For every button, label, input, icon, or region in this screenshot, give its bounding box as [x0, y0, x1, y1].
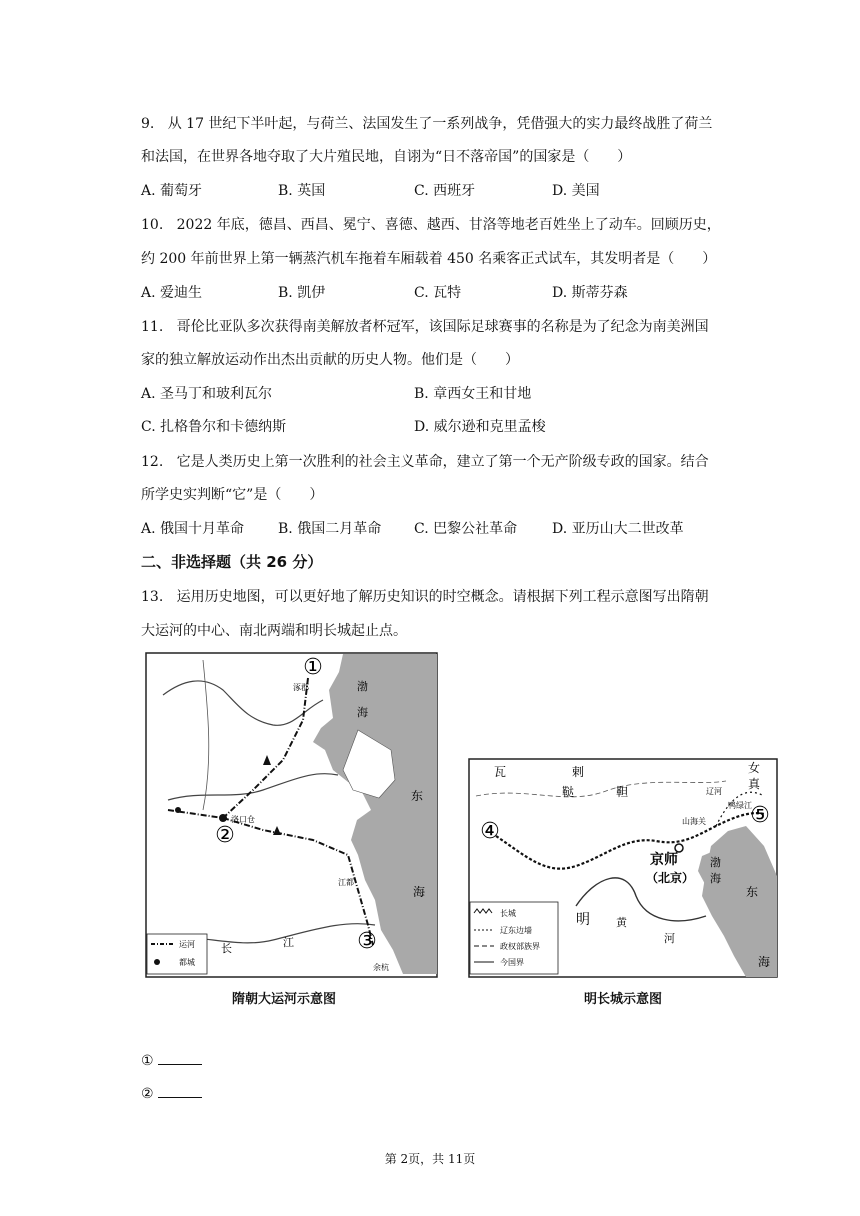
q13-text-2: 大运河的中心、南北两端和明长城起止点。 [141, 623, 407, 639]
q11-number: 11. [141, 319, 164, 335]
label-hai-3: 海 [710, 872, 721, 885]
label-dan: 靼 [616, 785, 629, 799]
label-da: 鞑 [562, 785, 575, 799]
label-hai-2: 海 [413, 885, 426, 899]
label-la: 剌 [572, 765, 585, 779]
q12-text-2: 所学史实判断“它”是（ ） [141, 487, 324, 503]
label-dong: 东 [411, 789, 424, 803]
q12-option-b[interactable]: B. 俄国二月革命 [278, 521, 382, 537]
label-bo: 渤 [357, 680, 368, 693]
q11-option-a[interactable]: A. 圣马丁和玻利瓦尔 [141, 386, 273, 402]
legend-modern-border: 今国界 [500, 958, 524, 967]
ming-great-wall-map [466, 756, 780, 980]
answer-1-marker: ① [141, 1053, 154, 1069]
q9-option-a[interactable]: A. 葡萄牙 [141, 183, 203, 199]
q10-text-2: 约 200 年前世界上第一辆蒸汽机车拖着车厢载着 450 名乘客正式试车，其发明者是（ ） [141, 251, 717, 267]
label-he: 河 [664, 932, 675, 945]
q11-text-2: 家的独立解放运动作出杰出贡献的历史人物。他们是（ ） [141, 352, 519, 368]
label-yuhang: 余杭 [373, 963, 389, 972]
q9-text-1: 从 17 世纪下半叶起，与荷兰、法国发生了一系列战争，凭借强大的实力最终战胜了荷兰 [167, 116, 713, 132]
q10-option-c[interactable]: C. 瓦特 [414, 285, 462, 301]
sui-grand-canal-map [143, 650, 440, 980]
q11-text-1: 哥伦比亚队多次获得南美解放者杯冠军，该国际足球赛事的名称是为了纪念为南美洲国 [176, 319, 709, 335]
q11-line-1 [141, 316, 709, 336]
label-jiangdu: 江都 [338, 878, 354, 887]
q12-option-c[interactable]: C. 巴黎公社革命 [414, 521, 518, 537]
q11-option-c[interactable]: C. 扎格鲁尔和卡德纳斯 [141, 419, 287, 435]
q9-number: 9. [141, 116, 155, 132]
q10-option-d[interactable]: D. 斯蒂芬森 [552, 285, 628, 301]
label-liaohe: 辽河 [706, 787, 722, 796]
q12-text-1: 它是人类历史上第一次胜利的社会主义革命，建立了第一个无产阶级专政的国家。结合 [176, 454, 709, 470]
answer-1 [141, 1050, 202, 1069]
q9-option-c[interactable]: C. 西班牙 [414, 183, 476, 199]
q12-option-a[interactable]: A. 俄国十月革命 [141, 521, 245, 537]
legend-capital: 都城 [179, 958, 195, 967]
label-hai-4: 海 [758, 955, 771, 969]
q13-number: 13. [141, 589, 164, 605]
q9-option-d[interactable]: D. 美国 [552, 183, 600, 199]
marker-4: ④ [480, 819, 500, 844]
q10-number: 10. [141, 217, 164, 233]
marker-3: ③ [357, 929, 377, 954]
section-heading: 二、非选择题（共 26 分） [141, 553, 323, 571]
label-huang: 黄 [616, 916, 627, 929]
marker-2: ② [215, 823, 235, 848]
label-nv: 女 [748, 761, 761, 775]
q10-line-1 [141, 214, 721, 234]
legend-liaodong-wall: 辽东边墙 [500, 926, 532, 935]
label-yalujiang: 鸭绿江 [728, 801, 752, 810]
label-bo-2: 渤 [710, 856, 721, 869]
legend-regime-border: 政权部族界 [500, 942, 540, 951]
q11-option-d[interactable]: D. 威尔逊和克里孟梭 [414, 419, 546, 435]
label-dong-2: 东 [746, 885, 759, 899]
q12-number: 12. [141, 454, 164, 470]
label-zhuojun: 涿郡 [293, 683, 309, 692]
q10-option-b[interactable]: B. 凯伊 [278, 285, 326, 301]
legend-great-wall: 长城 [500, 909, 516, 918]
answer-1-blank[interactable] [158, 1050, 202, 1065]
label-shanhaiguan: 山海关 [682, 817, 706, 826]
map1-caption: 隋朝大运河示意图 [232, 992, 337, 1007]
label-beijing: （北京） [646, 871, 695, 885]
label-jingshi: 京师 [650, 852, 678, 868]
label-hai-1: 海 [357, 706, 368, 719]
label-chang: 长 [221, 942, 232, 955]
q12-option-d[interactable]: D. 亚历山大二世改革 [552, 521, 684, 537]
map2-caption: 明长城示意图 [584, 992, 663, 1007]
answer-2 [141, 1083, 202, 1102]
q10-option-a[interactable]: A. 爱迪生 [141, 285, 203, 301]
q12-line-1 [141, 451, 709, 471]
answer-2-blank[interactable] [158, 1083, 202, 1098]
answer-2-marker: ② [141, 1086, 154, 1102]
label-jiang: 江 [283, 936, 294, 949]
q9-line-1 [141, 113, 712, 133]
q9-text-2: 和法国，在世界各地夺取了大片殖民地，自诩为“日不落帝国”的国家是（ ） [141, 149, 632, 165]
marker-5: ⑤ [750, 803, 770, 828]
q10-text-1: 2022 年底，德昌、西昌、冕宁、喜德、越西、甘洛等地老百姓坐上了动车。回顾历史， [176, 217, 721, 233]
legend-canal: 运河 [179, 940, 195, 949]
label-wa: 瓦 [494, 765, 507, 779]
q13-text-1: 运用历史地图，可以更好地了解历史知识的时空概念。请根据下列工程示意图写出隋朝 [176, 589, 709, 605]
q9-option-b[interactable]: B. 英国 [278, 183, 326, 199]
page-footer: 第 2页，共 11页 [384, 1152, 476, 1166]
label-zhen: 真 [748, 777, 761, 791]
q13-line-1 [141, 586, 709, 606]
q11-option-b[interactable]: B. 章西女王和甘地 [414, 386, 532, 402]
marker-1: ① [303, 655, 323, 680]
label-ming: 明 [576, 912, 590, 928]
label-luokoucang: 洛口仓 [231, 815, 255, 824]
